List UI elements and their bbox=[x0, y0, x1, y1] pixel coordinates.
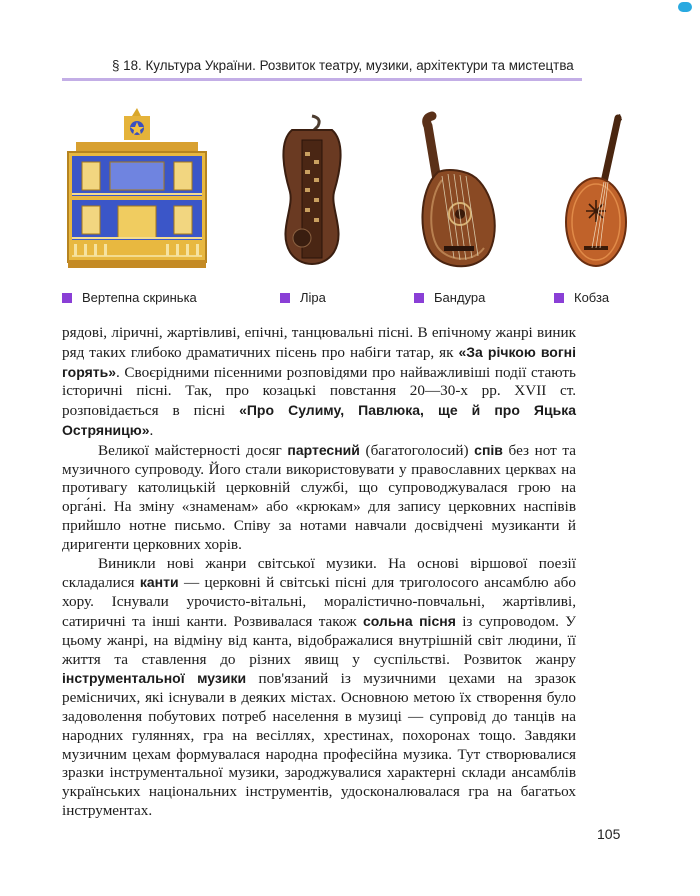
caption-text: Бандура bbox=[434, 290, 486, 305]
text-run: із супроводом. У цьому жанрі, на відміну від канта, відображалися внутрішній світ людини, її життя та ставлення до різних явищ у суспільстві. Розвиток жанру bbox=[62, 612, 576, 668]
term-instrumentalna-muzyka: інструментальної музики bbox=[62, 670, 247, 687]
term-solna-pisnia: сольна пісня bbox=[362, 612, 456, 629]
song-title-pro-sulymu: «Про Сулиму, Павлюка, ще й про Яцька Остряницю» bbox=[62, 402, 577, 438]
text-run: (багатоголосий) bbox=[359, 441, 475, 459]
term-kanty: канти bbox=[139, 574, 179, 591]
lira-image bbox=[272, 112, 354, 272]
paragraph-1 bbox=[62, 324, 576, 441]
caption-text: Кобза bbox=[574, 290, 610, 305]
figure-caption-bandura bbox=[414, 290, 485, 305]
caption-text: Ліра bbox=[300, 290, 326, 305]
term-partesnyi: партесний bbox=[287, 441, 360, 458]
vertep-box-image bbox=[62, 104, 212, 272]
caption-text: Вертепна скринька bbox=[82, 290, 197, 305]
text-run: — церковні й світські пісні для триголосого ансамблю або хору. Існували урочисто-вітальні, моралістично-повчальні, жартівливі, сатиричні та інші канти. Розвивалася також bbox=[62, 574, 576, 630]
figure-caption-lira bbox=[280, 290, 326, 305]
paragraph-3 bbox=[62, 555, 576, 821]
figure-caption-vertep bbox=[62, 290, 197, 305]
running-head: § 18. Культура України. Розвиток театру, музики, архітектури та мистецтва bbox=[112, 58, 574, 73]
figure-caption-kobza bbox=[554, 290, 609, 305]
song-title-za-richkoiu: «За річкою вогні горять» bbox=[62, 343, 576, 380]
square-bullet-icon bbox=[280, 293, 290, 303]
square-bullet-icon bbox=[554, 293, 564, 303]
square-bullet-icon bbox=[62, 293, 72, 303]
kobza-image bbox=[560, 110, 636, 272]
text-run: рядові, ліричні, жартівливі, епічні, танцювальні пісні. В епічному жанрі виник ряд таких глибоко драматичних пісень про набіги татар, як bbox=[62, 324, 576, 361]
page-number: 105 bbox=[597, 826, 621, 842]
publisher-logo-icon bbox=[678, 2, 692, 12]
bandura-image bbox=[414, 110, 500, 272]
text-run: без нот та музичного супроводу. Його стали використовувати у православних церквах на противагу католицькій церковній службі, що супроводжувалася грою на орга́ні. На зміну «знаменам» або «крюкам» для запису церковних наспівів прийшло нотне письмо. Співу за нотами навчали досвідчені музиканти й диригенти церковних хорів. bbox=[62, 441, 576, 553]
text-run: . bbox=[149, 421, 154, 439]
square-bullet-icon bbox=[414, 293, 424, 303]
text-run: . Своєрідними пісенними розповідями про найважливіші події стають історичні пісні. Так, про козацькі повстання 20—30-х рр. XVII ст. розповідається в пісні bbox=[62, 363, 576, 420]
header-divider bbox=[62, 78, 582, 81]
text-run: Великої майстерності досяг bbox=[98, 441, 288, 459]
paragraph-2 bbox=[62, 441, 576, 555]
body-text bbox=[62, 324, 576, 821]
text-run: пов'язаний із музичними цехами на зразок ремісничих, які існували в деяких містах. Основною метою їх створення було задоволення побутових потреб населення в музиці — супровід до танців на народних гуляннях, гра на весіллях, хрестинах, похоронах тощо. Завдяки музичним цехам формувалася народна професійна музика. Тут створювалися зразки інструментальної музики, зароджувалися характерні склади ансамблів українських національних інструментів, удосконалювалася гра на багатьох інструментах. bbox=[62, 670, 576, 819]
term-spiv: спів bbox=[474, 441, 503, 458]
text-run: Виникли нові жанри світської музики. На основі віршової поезії складалися bbox=[62, 554, 576, 592]
